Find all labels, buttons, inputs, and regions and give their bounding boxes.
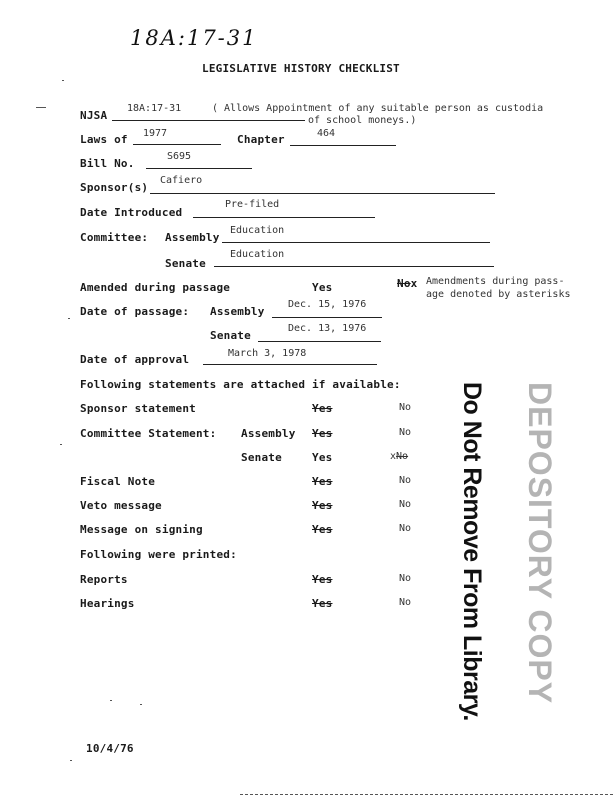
veto-message-label: Veto message <box>80 499 162 512</box>
library-stamp <box>452 382 572 721</box>
chapter-label: Chapter <box>237 133 285 146</box>
bottom-dashed-rule <box>240 794 613 795</box>
committee-senate-underline <box>214 266 494 267</box>
laws-of-value: 1977 <box>143 128 168 139</box>
bill-no-underline <box>146 168 252 169</box>
committee-statement-assembly-label: Assembly <box>241 427 296 440</box>
committee-statement-senate-no: xNo <box>390 451 409 462</box>
stamp-depository-copy: DEPOSITORY COPY <box>522 382 558 705</box>
fiscal-note-no: No <box>399 475 412 486</box>
stamp-do-not-remove: Do Not Remove From Library. <box>458 382 486 721</box>
scan-speck <box>68 318 70 319</box>
scan-speck <box>140 704 142 705</box>
sponsor-statement-yes: Yes <box>312 402 333 415</box>
scan-speck <box>60 444 62 445</box>
hearings-no: No <box>399 597 412 608</box>
fiscal-note-yes: Yes <box>312 475 333 488</box>
passage-senate-underline <box>258 341 381 342</box>
page-title: LEGISLATIVE HISTORY CHECKLIST <box>202 62 400 75</box>
bill-no-label: Bill No. <box>80 157 135 170</box>
reports-yes: Yes <box>312 573 333 586</box>
committee-label: Committee: <box>80 231 149 244</box>
passage-assembly-label: Assembly <box>210 305 265 318</box>
printed-heading: Following were printed: <box>80 548 237 561</box>
sponsor-statement-no: No <box>399 402 412 413</box>
bill-description-line1: ( Allows Appointment of any suitable person as custodia <box>212 103 544 114</box>
sponsors-label: Sponsor(s) <box>80 181 149 194</box>
margin-mark <box>36 107 46 108</box>
statements-heading: Following statements are attached if available: <box>80 378 401 391</box>
bill-no-value: S695 <box>167 151 192 162</box>
date-approval-label: Date of approval <box>80 353 190 366</box>
handwritten-statute-number: 18A:17-31 <box>130 26 258 50</box>
sponsor-statement-label: Sponsor statement <box>80 402 196 415</box>
reports-no: No <box>399 573 412 584</box>
message-on-signing-no: No <box>399 523 412 534</box>
hearings-label: Hearings <box>80 597 135 610</box>
date-approval-value: March 3, 1978 <box>228 348 307 359</box>
committee-statement-senate-label: Senate <box>241 451 282 464</box>
passage-senate-value: Dec. 13, 1976 <box>288 323 367 334</box>
date-introduced-underline <box>193 217 375 218</box>
scan-speck <box>110 700 112 701</box>
date-introduced-label: Date Introduced <box>80 206 183 219</box>
description-underline <box>192 120 305 121</box>
footer-date: 10/4/76 <box>86 742 134 755</box>
passage-assembly-value: Dec. 15, 1976 <box>288 299 367 310</box>
veto-message-no: No <box>399 499 412 510</box>
chapter-underline <box>290 145 396 146</box>
committee-statement-label: Committee Statement: <box>80 427 217 440</box>
date-introduced-value: Pre-filed <box>225 199 280 210</box>
laws-of-label: Laws of <box>80 133 128 146</box>
committee-senate-value: Education <box>230 249 285 260</box>
bill-description-line2: of school moneys.) <box>308 115 417 126</box>
date-approval-underline <box>203 364 377 365</box>
passage-assembly-underline <box>272 317 382 318</box>
amended-label: Amended during passage <box>80 281 231 294</box>
sponsors-value: Cafiero <box>160 175 203 186</box>
committee-assembly-underline <box>222 242 490 243</box>
reports-label: Reports <box>80 573 128 586</box>
njsa-label: NJSA <box>80 109 108 122</box>
fiscal-note-label: Fiscal Note <box>80 475 156 488</box>
message-on-signing-yes: Yes <box>312 523 333 536</box>
amended-no: Nox <box>397 277 418 290</box>
committee-senate-label: Senate <box>165 257 206 270</box>
committee-assembly-label: Assembly <box>165 231 220 244</box>
njsa-value: 18A:17-31 <box>127 103 182 114</box>
committee-statement-senate-yes: Yes <box>312 451 333 464</box>
veto-message-yes: Yes <box>312 499 333 512</box>
scan-speck <box>62 80 64 81</box>
committee-statement-assembly-yes: Yes <box>312 427 333 440</box>
passage-senate-label: Senate <box>210 329 251 342</box>
sponsors-underline <box>150 193 495 194</box>
amended-note-line1: Amendments during pass- <box>426 276 565 287</box>
amended-yes: Yes <box>312 281 333 294</box>
committee-assembly-value: Education <box>230 225 285 236</box>
committee-statement-assembly-no: No <box>399 427 412 438</box>
laws-of-underline <box>133 144 221 145</box>
hearings-yes: Yes <box>312 597 333 610</box>
scan-speck <box>70 760 72 761</box>
njsa-underline <box>112 120 192 121</box>
chapter-value: 464 <box>317 128 336 139</box>
date-passage-label: Date of passage: <box>80 305 190 318</box>
amended-note-line2: age denoted by asterisks <box>426 289 571 300</box>
message-on-signing-label: Message on signing <box>80 523 203 536</box>
